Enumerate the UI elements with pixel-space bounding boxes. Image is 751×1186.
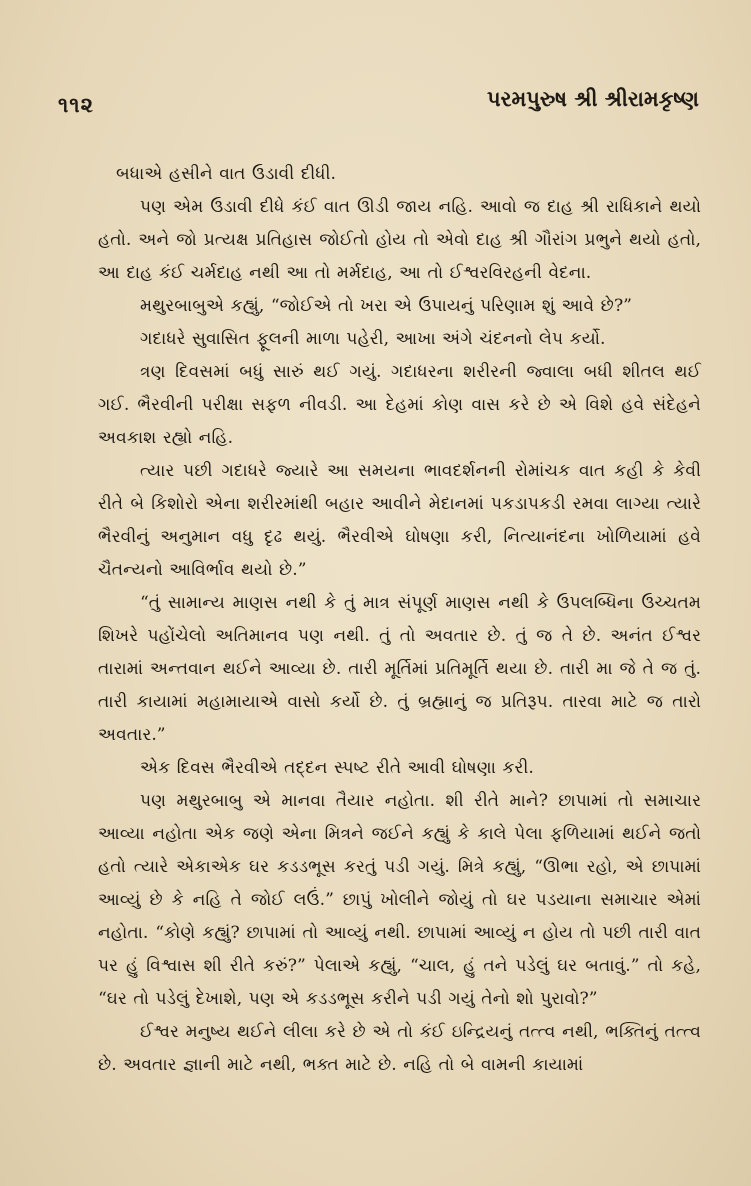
paragraph: ગદાધરે સુવાસિત ફૂલની માળા પહેરી, આખા અંગે ચંદનનો લેપ કર્યો. — [140, 329, 606, 349]
paragraph: “તું સામાન્ય માણસ નથી કે તું માત્ર સંપૂર્ણ માણસ નથી કે ઉપલબ્ધિના ઉચ્ચતમ શિખરે પહોંચેલો અતિમાનવ પણ નથી. તું તો અવતાર છે. તું જ તે છે. અનંત ઈશ્વર તારામાં અન્તવાન થઈને આવ્યા છે. તારી મૂર્તિમાં પ્રતિમૂર્તિ થયા છે. તારી મા જે તે જ તું. તારી કાયામાં મહામાયાએ વાસો કર્યો છે. તું બ્રહ્માનું જ પ્રતિરૂપ. તારવા માટે જ તારો અવતાર.” — [98, 593, 701, 745]
paragraph: ઈશ્વર મનુષ્ય થઈને લીલા કરે છે એ તો કંઈ ઇન્દ્રિયનું તત્ત્વ નથી, ભક્તિનું તત્ત્વ છે. અવતાર જ્ઞાની માટે નથી, ભક્ત માટે છે. નહિ તો બે વામની કાયામાં — [98, 1022, 701, 1075]
page-header — [58, 86, 699, 126]
paragraph: પણ એમ ઉડાવી દીધે કંઈ વાત ઊડી જાય નહિ. આવો જ દાહ શ્રી રાધિકાને થયો હતો. અને જો પ્રત્યક્ષ પ્રતિહાસ જોઈતો હોય તો એવો દાહ શ્રી ગૌરાંગ પ્રભુને થયો હતો, આ દાહ કંઈ ચર્મદાહ નથી આ તો મર્મદાહ, આ તો ઈશ્વરવિરહની વેદના. — [98, 197, 701, 283]
paragraph: એક દિવસ ભૈરવીએ તદ્દન સ્પષ્ટ રીતે આવી ઘોષણા કરી. — [140, 758, 534, 778]
running-title: પરમપુરુષ શ્રી શ્રીરામકૃષ્ણ — [486, 86, 699, 111]
paragraph: ત્રણ દિવસમાં બધું સારું થઈ ગયું. ગદાધરના શરીરની જ્વાલા બધી શીતલ થઈ ગઈ. ભૈરવીની પરીક્ષા સફળ નીવડી. આ દેહમાં કોણ વાસ કરે છે એ વિશે હવે સંદેહને અવકાશ રહ્યો નહિ. — [98, 362, 701, 448]
page-body — [98, 158, 701, 1082]
paragraph: મથુરબાબુએ કહ્યું, “જોઈએ તો ખરા એ ઉપાયનું પરિણામ શું આવે છે?” — [140, 296, 632, 316]
paragraph: બધાએ હસીને વાત ઉડાવી દીધી. — [116, 164, 336, 184]
page-number: ૧૧૨ — [58, 92, 94, 117]
paragraph: પણ મથુરબાબુ એ માનવા તૈયાર નહોતા. શી રીતે માને? છાપામાં તો સમાચાર આવ્યા નહોતા એક જણે એના મિત્રને જઈને કહ્યું કે કાલે પેલા ફળિયામાં થઈને જતો હતો ત્યારે એકાએક ઘર કડડભૂસ કરતું પડી ગયું. મિત્રે કહ્યું, “ઊભા રહો, એ છાપામાં આવ્યું છે કે નહિ તે જોઈ લઉં.” છાપું ખોલીને જોયું તો ઘર પડયાના સમાચાર એમાં નહોતા. “કોણે કહ્યું? છાપામાં તો આવ્યું નથી. છાપામાં આવ્યું ન હોય તો પછી તારી વાત પર હું વિશ્વાસ શી રીતે કરું?” પેલાએ કહ્યું, “ચાલ, હું તને પડેલું ઘર બતાવું.” તો કહે, “ઘર તો પડેલું દેખાશે, પણ એ કડડભૂસ કરીને પડી ગયું તેનો શો પુરાવો?” — [98, 791, 701, 1009]
paragraph: ત્યાર પછી ગદાધરે જ્યારે આ સમયના ભાવદર્શનની રોમાંચક વાત કહી કે કેવી રીતે બે કિશોરો એના શરીરમાંથી બહાર આવીને મેદાનમાં પકડાપકડી રમવા લાગ્યા ત્યારે ભૈરવીનું અનુમાન વધુ દૃઢ થયું. ભૈરવીએ ઘોષણા કરી, નિત્યાનંદના ખોળિયામાં હવે ચૈતન્યનો આવિર્ભાવ થયો છે.” — [98, 461, 701, 580]
